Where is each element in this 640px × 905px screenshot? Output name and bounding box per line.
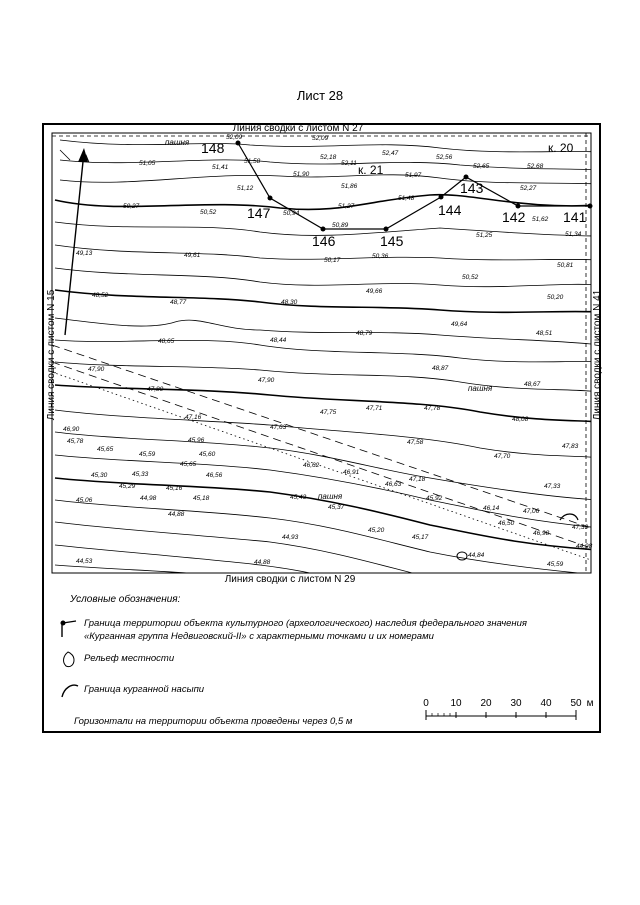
right-edge-label: Линия сводки с листом N 41 [592, 289, 603, 421]
elevation-label: 48,79 [356, 330, 373, 337]
scale-bar-labels [423, 698, 593, 709]
top-edge-label: Линия сводки с листом N 27 [232, 123, 364, 134]
elevation-label: 50,20 [547, 294, 564, 301]
elevation-label: 44,84 [468, 552, 485, 559]
elevation-label: 47,63 [270, 424, 287, 431]
elevation-label: 51,97 [405, 172, 422, 179]
legend-boundary-symbol [61, 621, 77, 638]
svg-text:30: 30 [510, 698, 522, 709]
elevation-label: 52,47 [382, 150, 399, 157]
elevation-label: 46,90 [63, 426, 80, 433]
elevation-label: 48,44 [270, 337, 287, 344]
elevation-label: 52,11 [341, 160, 357, 167]
elevation-label: 45,65 [97, 446, 114, 453]
elevation-label: 44,93 [282, 534, 299, 541]
svg-text:40: 40 [540, 698, 552, 709]
elevation-label: 52,56 [436, 154, 453, 161]
elevation-label: 50,94 [283, 210, 300, 217]
svg-text:50: 50 [570, 698, 582, 709]
elevation-label: 45,29 [119, 483, 136, 490]
scale-bar [426, 710, 576, 720]
svg-text:20: 20 [480, 698, 492, 709]
legend-relief: Рельеф местности [84, 653, 175, 664]
elevation-label: 47,16 [185, 414, 202, 421]
elevation-label: 45,96 [188, 437, 205, 444]
elevation-label: 46,98 [533, 530, 550, 537]
elevation-label: 51,27 [338, 203, 355, 210]
elevation-label: 45,16 [166, 485, 183, 492]
elevation-label: 50,17 [324, 257, 341, 264]
elevation-label: 48,30 [281, 299, 298, 306]
elevation-label: 49,61 [184, 252, 201, 259]
elevation-label: 46,91 [343, 469, 360, 476]
elevation-label: 47,90 [258, 377, 275, 384]
elevation-label: 45,92 [426, 495, 443, 502]
point-label: 141 [563, 209, 587, 225]
sheet-title: Лист 28 [296, 88, 344, 103]
elevation-label: 46,63 [385, 481, 402, 488]
point-label: 147 [247, 205, 271, 221]
elevation-label: 48,51 [536, 330, 553, 337]
elevation-label: 45,65 [180, 461, 197, 468]
elevation-label: 48,77 [170, 299, 187, 306]
elevation-label: 52,09 [226, 134, 243, 141]
elevation-label: 47,83 [562, 443, 579, 450]
relief-mark [457, 552, 467, 560]
land-use-label: пашня [318, 492, 343, 501]
elevation-label: 46,56 [206, 472, 223, 479]
north-arrow [60, 148, 88, 335]
elevation-label: 51,86 [341, 183, 358, 190]
elevation-label: 45,06 [76, 497, 93, 504]
elevation-label: 44,98 [576, 543, 593, 550]
elevation-label: 44,98 [140, 495, 157, 502]
elevation-label: 44,88 [254, 559, 271, 566]
legend-heading: Условные обозначения: [70, 594, 181, 605]
elevation-label: 51,34 [565, 231, 582, 238]
point-label: 145 [380, 233, 404, 249]
land-use-labels [165, 138, 493, 501]
point-label: 146 [312, 233, 336, 249]
elevation-label: 47,06 [523, 508, 540, 515]
north-arrow-letter: А [82, 153, 90, 165]
elevation-label: 48,67 [524, 381, 541, 388]
legend-boundary-line1: Граница территории объекта культурного (археологического) наследия федерального значения [84, 618, 527, 629]
contour-label: к. 20 [548, 141, 574, 155]
svg-text:0: 0 [423, 698, 429, 709]
elevation-label: 46,50 [498, 520, 515, 527]
elevation-label: 48,52 [92, 292, 109, 299]
elevation-label: 49,66 [366, 288, 383, 295]
elevation-label: 45,17 [412, 534, 429, 541]
elevation-label: 47,90 [88, 366, 105, 373]
elevation-label: 48,87 [432, 365, 449, 372]
svg-text:м: м [586, 698, 594, 709]
elevation-label: 51,62 [532, 216, 549, 223]
legend-mound: Граница курганной насыпи [84, 684, 205, 695]
elevation-label: 52,18 [320, 154, 337, 161]
elevation-label: 51,41 [212, 164, 229, 171]
elevation-label: 45,30 [91, 472, 108, 479]
elevation-label: 45,20 [368, 527, 385, 534]
legend-note: Горизонтали на территории объекта проведены через 0,5 м [74, 716, 353, 727]
elevation-label: 51,05 [139, 160, 156, 167]
elevation-label: 52,09 [312, 135, 329, 142]
elevation-label: 45,60 [199, 451, 216, 458]
elevation-label: 46,14 [483, 505, 500, 512]
elevation-label: 49,13 [76, 250, 93, 257]
elevation-label: 47,75 [320, 409, 337, 416]
elevation-label: 47,33 [544, 483, 561, 490]
elevation-label: 47,70 [494, 453, 511, 460]
land-use-label: пашня [468, 384, 493, 393]
elevation-label: 50,27 [123, 203, 140, 210]
elevation-label: 45,59 [139, 451, 156, 458]
left-edge-label: Линия сводки с листом N 15 [46, 289, 57, 421]
point-label: 143 [460, 180, 484, 196]
elevation-label: 50,52 [462, 274, 479, 281]
elevation-label: 51,48 [398, 195, 415, 202]
mound-mark [560, 514, 578, 520]
point-label: 142 [502, 209, 526, 225]
bottom-edge-label: Линия сводки с листом N 29 [224, 574, 356, 585]
elevation-label: 47,39 [572, 524, 589, 531]
point-label: 148 [201, 140, 225, 156]
elevation-label: 45,59 [547, 561, 564, 568]
elevation-label: 50,36 [372, 253, 389, 260]
elevation-label: 51,58 [244, 158, 261, 165]
point-label: 144 [438, 202, 462, 218]
elevation-label: 50,52 [200, 209, 217, 216]
elevation-label: 50,89 [332, 222, 349, 229]
elevation-label: 49,64 [451, 321, 468, 328]
svg-text:10: 10 [450, 698, 462, 709]
elevation-label: 45,78 [67, 438, 84, 445]
legend-mound-symbol [62, 685, 78, 697]
land-use-label: пашня [165, 138, 190, 147]
legend-boundary-line2: «Курганная группа Недвиговский-II» с характерными точками и их номерами [84, 631, 434, 642]
elevation-label: 47,80 [147, 386, 164, 393]
elevation-label: 44,88 [168, 511, 185, 518]
elevation-label: 47,18 [409, 476, 426, 483]
elevation-label: 48,08 [512, 416, 529, 423]
elevation-label: 45,18 [193, 495, 210, 502]
elevation-label: 47,71 [366, 405, 383, 412]
elevation-label: 51,90 [293, 171, 310, 178]
elevation-label: 51,12 [237, 185, 254, 192]
elevation-label: 44,53 [76, 558, 93, 565]
legend-relief-symbol [64, 652, 74, 667]
elevation-label: 45,43 [290, 494, 307, 501]
elevation-label: 45,37 [328, 504, 345, 511]
elevation-label: 52,65 [473, 163, 490, 170]
elevation-label: 46,62 [303, 462, 320, 469]
elevation-label: 47,58 [407, 439, 424, 446]
elevation-label: 50,81 [557, 262, 574, 269]
elevation-label: 45,33 [132, 471, 149, 478]
elevation-label: 52,27 [520, 185, 537, 192]
elevation-label: 48,65 [158, 338, 175, 345]
elevation-label: 47,78 [424, 405, 441, 412]
elevation-label: 51,25 [476, 232, 493, 239]
elevation-label: 52,68 [527, 163, 544, 170]
contour-label: к. 21 [358, 163, 384, 177]
